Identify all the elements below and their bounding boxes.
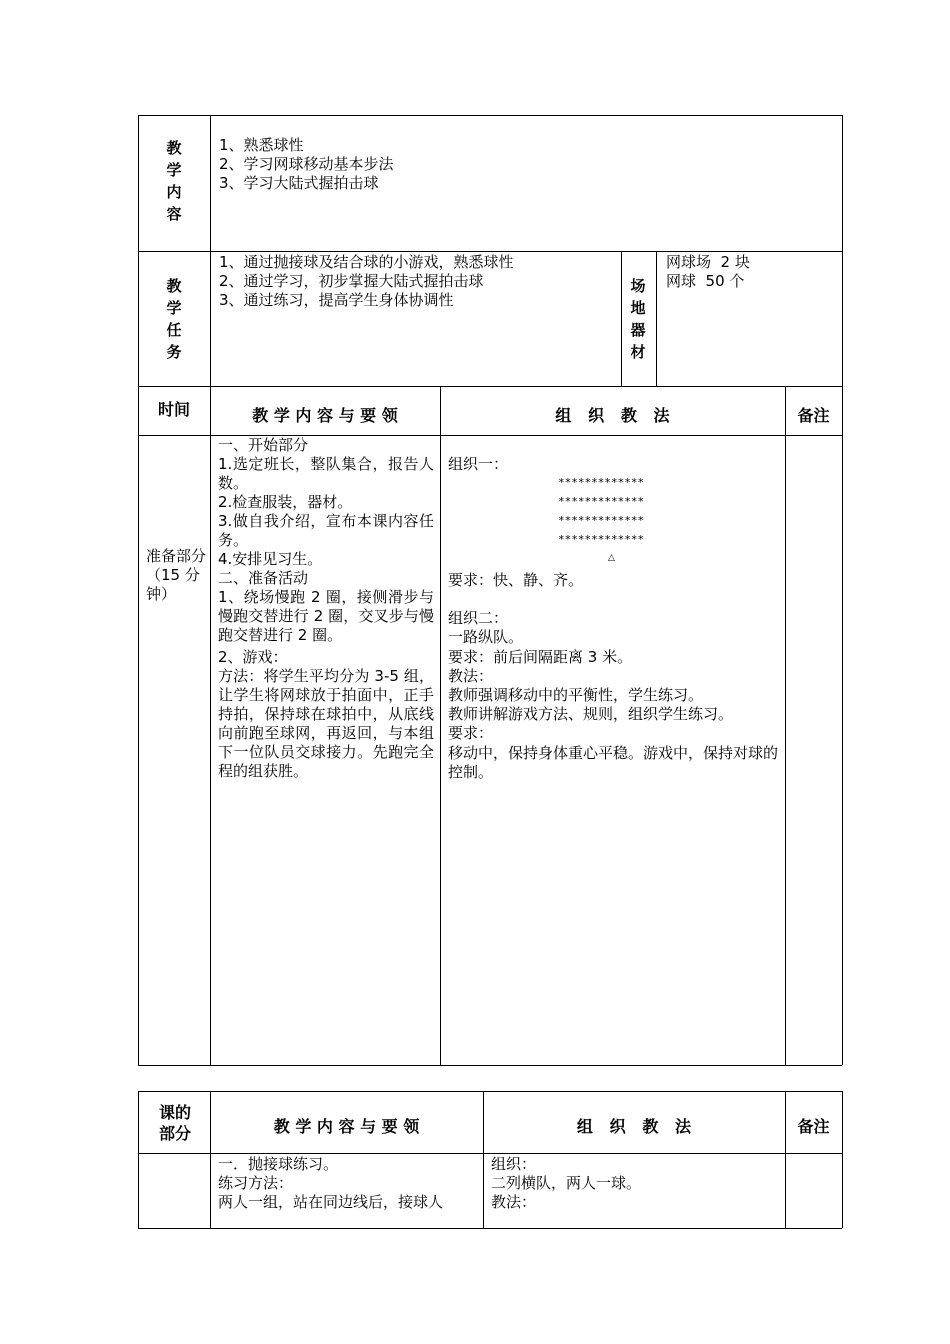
method-line: 要求： bbox=[448, 724, 494, 742]
header-part: 课的部分 bbox=[158, 1103, 191, 1143]
table-border-top bbox=[138, 115, 842, 116]
part-method-line: 教法： bbox=[491, 1193, 537, 1211]
table-border-bottom bbox=[138, 1065, 842, 1066]
teacher-triangle-icon: △ bbox=[608, 553, 615, 563]
formation-row: ************* bbox=[558, 514, 645, 527]
venue-equipment-label: 场地器材 bbox=[630, 277, 646, 361]
teaching-content-line: 1、熟悉球性 bbox=[219, 136, 304, 154]
method-line: 要求：前后间隔距离 3 米。 bbox=[448, 648, 633, 666]
teaching-task-label: 教学任务 bbox=[166, 277, 182, 361]
table-border-right bbox=[842, 1091, 843, 1228]
header-time: 时间 bbox=[157, 400, 190, 419]
col-divider bbox=[483, 1091, 484, 1228]
col-divider bbox=[210, 115, 211, 1065]
method-line: 一路纵队。 bbox=[448, 628, 524, 646]
method-line: 移动中，保持身体重心平稳。游戏中，保持对球的控制。 bbox=[448, 744, 779, 781]
method-line: 教师讲解游戏方法、规则，组织学生练习。 bbox=[448, 705, 734, 723]
row-divider bbox=[138, 1153, 842, 1154]
part-content-line: 练习方法： bbox=[218, 1174, 294, 1192]
header-content: 教 学 内 容 与 要 领 bbox=[252, 406, 398, 425]
header-content: 教 学 内 容 与 要 领 bbox=[273, 1117, 420, 1136]
method-line: 教师强调移动中的平衡性，学生练习。 bbox=[448, 686, 704, 704]
header-method: 组 织 教 法 bbox=[555, 406, 670, 425]
part-content-line: 一．抛接球练习。 bbox=[218, 1155, 339, 1173]
prep-content-line: 一、开始部分 bbox=[218, 436, 309, 454]
table-border-left bbox=[138, 115, 139, 1065]
table-border-right bbox=[842, 115, 843, 1065]
prep-content-line: 1.选定班长，整队集合，报告人数。 bbox=[218, 455, 434, 492]
row-divider bbox=[138, 386, 842, 387]
formation-row: ************* bbox=[558, 533, 645, 546]
col-divider bbox=[656, 251, 657, 386]
venue-line: 网球场 2 块 bbox=[666, 253, 750, 271]
prep-content-line: 3.做自我介绍，宣布本课内容任务。 bbox=[218, 512, 434, 549]
teaching-content-line: 2、学习网球移动基本步法 bbox=[219, 155, 394, 173]
prep-content-line: 二、准备活动 bbox=[218, 569, 309, 587]
header-method: 组 织 教 法 bbox=[576, 1117, 692, 1136]
teaching-task-line: 1、通过抛接球及结合球的小游戏，熟悉球性 bbox=[219, 253, 514, 271]
teaching-task-line: 3、通过练习，提高学生身体协调性 bbox=[219, 291, 454, 309]
prep-time-text: 准备部分（15 分钟） bbox=[146, 547, 207, 603]
teaching-task-line: 2、通过学习，初步掌握大陆式握拍击球 bbox=[219, 272, 484, 290]
formation-row: ************* bbox=[558, 495, 645, 508]
part-method-line: 组织： bbox=[491, 1155, 537, 1173]
table-border-left bbox=[138, 1091, 139, 1228]
prep-content-line: 2.检查服装，器材。 bbox=[218, 493, 353, 511]
col-divider bbox=[621, 251, 622, 386]
formation-row: ************* bbox=[558, 476, 645, 489]
table-border-top bbox=[138, 1091, 842, 1092]
prep-content-line: 2、游戏： bbox=[218, 648, 288, 666]
header-note: 备注 bbox=[797, 406, 830, 425]
req1: 要求：快、静、齐。 bbox=[448, 571, 584, 589]
col-divider bbox=[210, 1091, 211, 1228]
teaching-content-label: 教学内容 bbox=[166, 139, 182, 223]
row-divider bbox=[138, 251, 842, 252]
part-method-line: 二列横队，两人一球。 bbox=[491, 1174, 642, 1192]
venue-line: 网球 50 个 bbox=[666, 272, 745, 290]
teaching-content-line: 3、学习大陆式握拍击球 bbox=[219, 174, 379, 192]
header-note: 备注 bbox=[797, 1117, 830, 1136]
table-border-bottom bbox=[138, 1228, 842, 1229]
prep-content-line: 1、绕场慢跑 2 圈，接侧滑步与慢跑交替进行 2 圈，交叉步与慢跑交替进行 2 圈。 bbox=[218, 588, 434, 644]
col-divider bbox=[785, 1091, 786, 1228]
prep-content-line: 4.安排见习生。 bbox=[218, 550, 323, 568]
part-content-line: 两人一组，站在同边线后，接球人 bbox=[218, 1193, 444, 1211]
col-divider bbox=[785, 386, 786, 1065]
org1-label: 组织一： bbox=[448, 455, 509, 473]
col-divider bbox=[440, 386, 441, 1065]
prep-content-line: 方法：将学生平均分为 3-5 组，让学生将网球放于拍面中，正手持拍，保持球在球拍中，从底线向前跑至球网，再返回，与本组下一位队员交球接力。先跑完全程的组获胜。 bbox=[218, 667, 434, 780]
org2-label: 组织二： bbox=[448, 609, 509, 627]
method-line: 教法： bbox=[448, 667, 494, 685]
